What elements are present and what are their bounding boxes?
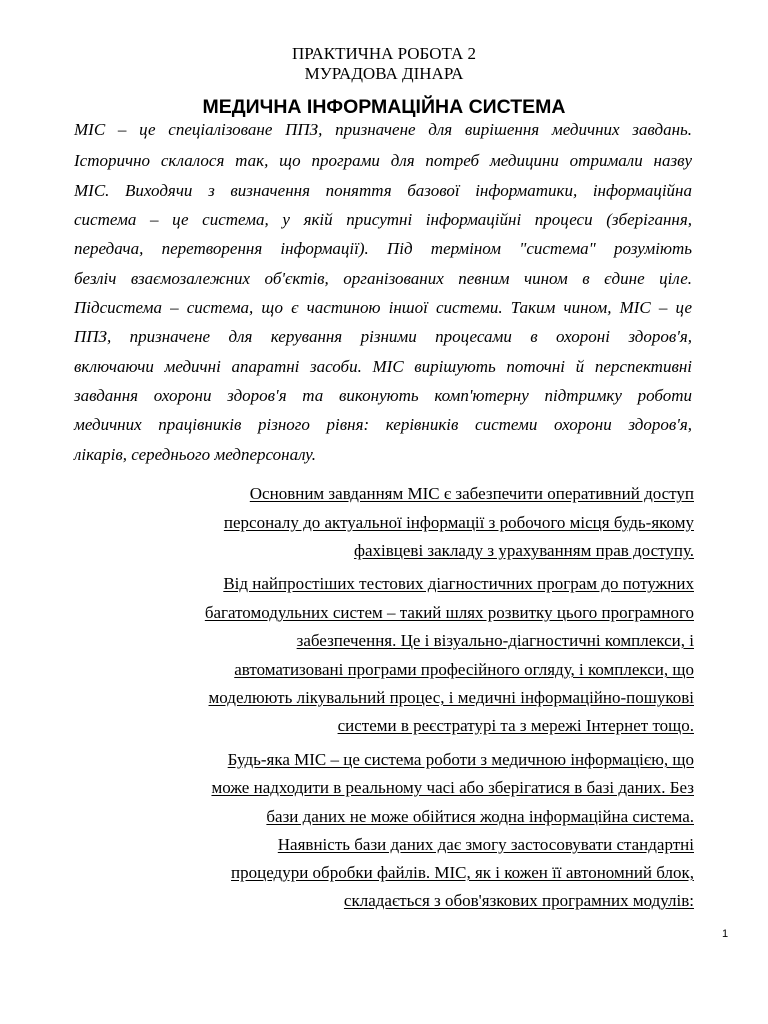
paragraph-line: багатомодульних систем – такий шлях розвитку цього програмного [204,603,694,622]
paragraph-line: Основним завданням МІС є забезпечити оперативний доступ [249,484,694,503]
intro-line: МІС – це спеціалізоване ППЗ, призначене для вирішення медичних завдань. [74,120,692,139]
paragraph-line: забезпечення. Це і візуально-діагностичні комплекси, і [296,631,694,650]
paragraph-line: процедури обробки файлів. МІС, як і кожен її автономний блок, [231,863,694,882]
intro-line: медичних працівників різного рівня: керівників системи охорони здоров'я, [74,415,692,434]
paragraph-line: може надходити в реальному часі або зберігатися в базі даних. Без [211,778,694,797]
paragraph-line: бази даних не може обійтися жодна інформаційна система. [266,807,694,826]
page-number: 1 [722,928,729,940]
intro-line: передача, перетворення інформації). Під терміном "система" розуміють [74,239,692,258]
intro-line: завдання охорони здоров'я та виконують комп'ютерну підтримку роботи [74,386,692,405]
paragraph-line: Наявність бази даних дає змогу застосовувати стандартні [277,835,694,854]
author-name: МУРАДОВА ДІНАРА [304,64,464,83]
paragraph-line: фахівцеві закладу з урахуванням прав доступу. [353,541,694,560]
intro-line: лікарів, середнього медперсоналу. [74,445,316,464]
document-title: МЕДИЧНА ІНФОРМАЦІЙНА СИСТЕМА [202,96,566,118]
intro-line: включаючи медичні апаратні засоби. МІС вирішують поточні й перспективні [74,357,692,376]
paragraph-line: складається з обов'язкових програмних модулів: [343,891,694,910]
paragraph-line: системи в реєстратурі та з мережі Інтернет тощо. [337,716,694,735]
intro-line: безліч взаємозалежних об'єктів, організованих певним чином в єдине ціле. [74,269,692,288]
paragraph-line: моделюють лікувальний процес, і медичні інформаційно-пошукові [208,688,694,707]
intro-line: система – це система, у якій присутні інформаційні процеси (зберігання, [74,210,692,229]
intro-line: ППЗ, призначене для керування різними процесами в охороні здоров'я, [74,327,692,346]
intro-line: Історично склалося так, що програми для потреб медицини отримали назву [74,151,692,170]
paragraph-line: Від найпростіших тестових діагностичних програм до потужних [223,574,694,593]
paragraph-line: Будь-яка МІС – це система роботи з медичною інформацією, що [227,750,694,769]
paragraph-line: персоналу до актуальної інформації з робочого місця будь-якому [223,513,694,532]
intro-line: Підсистема – система, що є частиною іншої системи. Таким чином, МІС – це [74,298,692,317]
intro-line: МІС. Виходячи з визначення поняття базової інформатики, інформаційна [74,181,692,200]
paragraph-line: автоматизовані програми професійного огляду, і комплекси, що [234,660,694,679]
assignment-title: ПРАКТИЧНА РОБОТА 2 [291,44,477,63]
